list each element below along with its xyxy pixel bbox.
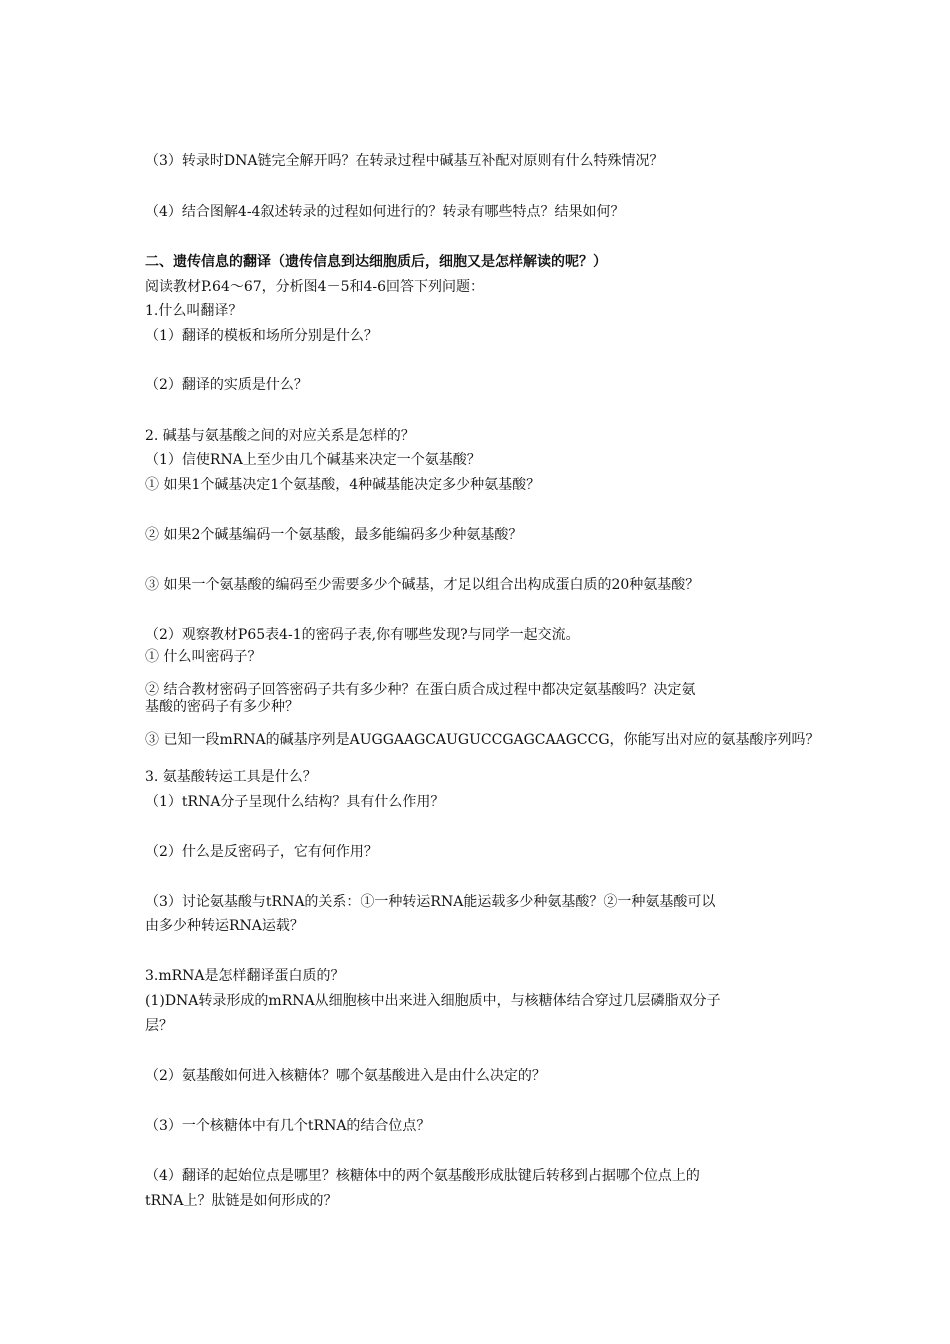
question-2-2-c: ③ 已知一段mRNA的碱基序列是AUGGAAGCAUGUCCGAGCAAGCCG，你能写出对应的氨基酸序列吗？ [145,732,820,748]
question-2-1-b: ② 如果2个碱基编码一个氨基酸，最多能编码多少种氨基酸？ [145,527,523,543]
question-mrna-2: （2）氨基酸如何进入核糖体？哪个氨基酸进入是由什么决定的？ [145,1068,546,1084]
question-2-2-b-line2: 基酸的密码子有多少种？ [145,699,299,715]
section-heading-translation: 二、遗传信息的翻译（遗传信息到达细胞质后，细胞又是怎样解读的呢？） [145,254,607,270]
question-mrna-3: （3）一个核糖体中有几个tRNA的结合位点？ [145,1118,431,1134]
question-1-what-is-translation: 1.什么叫翻译？ [145,303,243,319]
question-3-1-trna-structure: （1）tRNA分子呈现什么结构？具有什么作用？ [145,794,445,810]
question-1-1-template-and-site: （1）翻译的模板和场所分别是什么？ [145,328,378,344]
question-3-2-anticodon: （2）什么是反密码子，它有何作用？ [145,844,378,860]
question-3-transport-tool: 3. 氨基酸转运工具是什么？ [145,769,317,785]
question-mrna-1-line2: 层？ [145,1018,173,1034]
question-2-2-b-line1: ② 结合教材密码子回答密码子共有多少种？在蛋白质合成过程中都决定氨基酸吗？决定氨 [145,682,696,698]
question-2-1-bases-per-amino-acid: （1）信使RNA上至少由几个碱基来决定一个氨基酸？ [145,452,481,468]
question-2-2-codon-table: （2）观察教材P65表4-1的密码子表,你有哪些发现?与同学一起交流。 [145,627,580,643]
question-1-2-essence: （2）翻译的实质是什么？ [145,377,308,393]
question-mrna-4-line1: （4）翻译的起始位点是哪里？核糖体中的两个氨基酸形成肽键后转移到占据哪个位点上的 [145,1168,700,1184]
question-3-3-line2: 由多少种转运RNA运载？ [145,918,304,934]
question-mrna-4-line2: tRNA上？肽链是如何形成的？ [145,1193,338,1209]
question-2-2-a: ① 什么叫密码子？ [145,649,262,665]
reading-instruction: 阅读教材P.64～67，分析图4－5和4-6回答下列问题： [145,279,485,295]
question-3-3-line1: （3）讨论氨基酸与tRNA的关系：①一种转运RNA能运载多少种氨基酸？②一种氨基酸可以 [145,894,716,910]
question-mrna-1-line1: (1)DNA转录形成的mRNA从细胞核中出来进入细胞质中，与核糖体结合穿过几层磷脂双分子 [145,993,721,1009]
question-2-1-c: ③ 如果一个氨基酸的编码至少需要多少个碱基，才足以组合出构成蛋白质的20种氨基酸？ [145,577,700,593]
question-4-transcription-process: （4）结合图解4-4叙述转录的过程如何进行的？转录有哪些特点？结果如何？ [145,204,625,220]
question-3-transcription-unwinding: （3）转录时DNA链完全解开吗？在转录过程中碱基互补配对原则有什么特殊情况？ [145,153,664,169]
question-mrna-translation: 3.mRNA是怎样翻译蛋白质的？ [145,968,345,984]
question-2-base-amino-acid-relation: 2. 碱基与氨基酸之间的对应关系是怎样的？ [145,428,415,444]
question-2-1-a: ① 如果1个碱基决定1个氨基酸，4种碱基能决定多少种氨基酸？ [145,477,541,493]
